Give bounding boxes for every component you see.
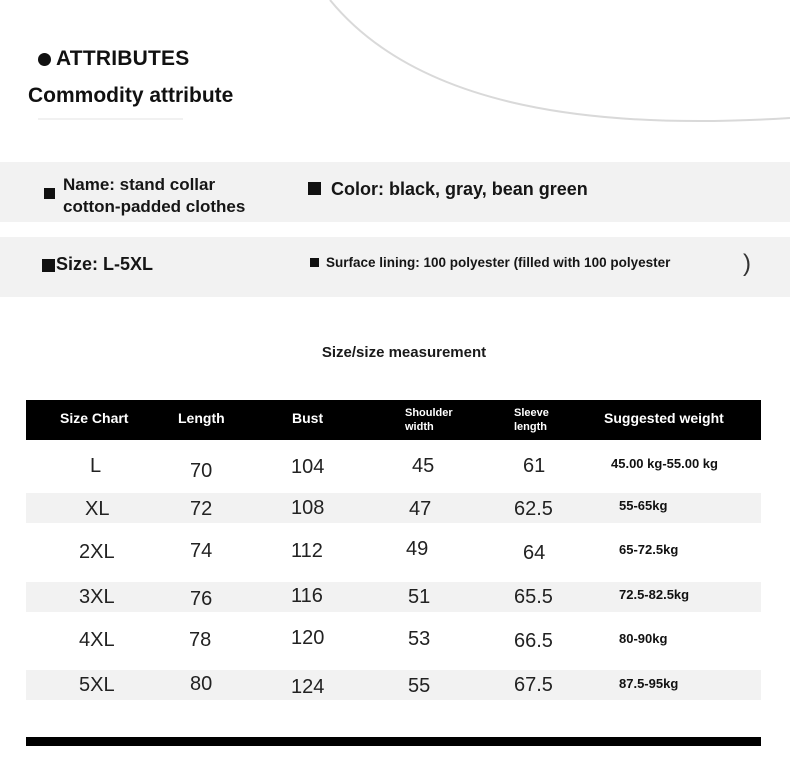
column-header-sleeve-line2: length	[514, 421, 547, 433]
cell-bust: 104	[291, 456, 325, 478]
commodity-attribute-title: Commodity attribute	[28, 84, 234, 107]
column-header-sleeve-line1: Sleeve	[514, 407, 549, 419]
attribute-lining-close: )	[743, 250, 751, 277]
cell-size: 2XL	[79, 541, 115, 563]
square-bullet-icon	[308, 182, 321, 195]
column-header-sleeve-length	[514, 406, 549, 434]
cell-bust: 120	[291, 627, 325, 649]
cell-length: 72	[190, 498, 213, 520]
attribute-size-text: Size: L-5XL	[56, 254, 154, 274]
cell-sleeve: 61	[523, 455, 546, 477]
cell-length: 76	[190, 588, 213, 610]
column-header-suggested-weight: Suggested weight	[604, 410, 724, 426]
cell-shoulder: 53	[408, 628, 431, 650]
cell-bust: 124	[291, 676, 325, 698]
attribute-color	[308, 178, 588, 200]
cell-weight: 87.5-95kg	[619, 676, 679, 691]
attribute-lining-text: Surface lining: 100 polyester (filled with 100 polyester	[326, 255, 671, 270]
cell-sleeve: 64	[523, 542, 546, 564]
column-header-shoulder-width	[405, 406, 453, 434]
column-header-shoulder-line2: width	[405, 421, 434, 433]
attribute-size	[42, 253, 153, 275]
cell-sleeve: 67.5	[514, 674, 553, 696]
cell-shoulder: 51	[408, 586, 431, 608]
cell-shoulder: 45	[412, 455, 435, 477]
cell-length: 70	[190, 460, 213, 482]
cell-sleeve: 62.5	[514, 498, 553, 520]
attribute-lining	[310, 254, 670, 272]
cell-size: L	[90, 455, 102, 477]
cell-weight: 65-72.5kg	[619, 542, 679, 557]
column-header-shoulder-line1: Shoulder	[405, 407, 453, 419]
cell-sleeve: 66.5	[514, 630, 553, 652]
cell-size: 5XL	[79, 674, 115, 696]
cell-bust: 112	[291, 540, 323, 562]
divider	[38, 118, 183, 120]
column-header-size-chart: Size Chart	[60, 410, 129, 426]
cell-weight: 55-65kg	[619, 498, 668, 513]
cell-length: 74	[190, 540, 213, 562]
cell-weight: 72.5-82.5kg	[619, 587, 690, 602]
column-header-length: Length	[178, 410, 225, 426]
square-bullet-icon	[310, 258, 319, 267]
column-header-bust: Bust	[292, 410, 324, 426]
cell-weight: 45.00 kg-55.00 kg	[611, 456, 718, 471]
attribute-name-text	[63, 174, 245, 218]
attribute-name-line1: Name: stand collar	[63, 175, 216, 194]
attribute-name	[44, 174, 245, 218]
cell-shoulder: 55	[408, 675, 431, 697]
square-bullet-icon	[44, 188, 55, 199]
cell-size: 4XL	[79, 629, 115, 651]
cell-sleeve: 65.5	[514, 586, 553, 608]
bottom-bar	[26, 737, 761, 746]
bullet-dot-icon	[38, 53, 51, 66]
cell-size: XL	[85, 498, 110, 520]
cell-length: 80	[190, 673, 213, 695]
attributes-heading-text: ATTRIBUTES	[56, 47, 190, 70]
attribute-name-line2: cotton-padded clothes	[63, 197, 246, 216]
cell-bust: 108	[291, 497, 325, 519]
cell-weight: 80-90kg	[619, 631, 668, 646]
cell-bust: 116	[291, 585, 323, 607]
size-table-title: Size/size measurement	[321, 344, 487, 361]
cell-length: 78	[189, 629, 212, 651]
cell-shoulder: 49	[406, 538, 429, 560]
attribute-color-text: Color: black, gray, bean green	[331, 179, 588, 199]
cell-size: 3XL	[79, 586, 115, 608]
cell-shoulder: 47	[409, 498, 432, 520]
square-bullet-icon	[42, 259, 55, 272]
attributes-heading	[38, 47, 189, 71]
